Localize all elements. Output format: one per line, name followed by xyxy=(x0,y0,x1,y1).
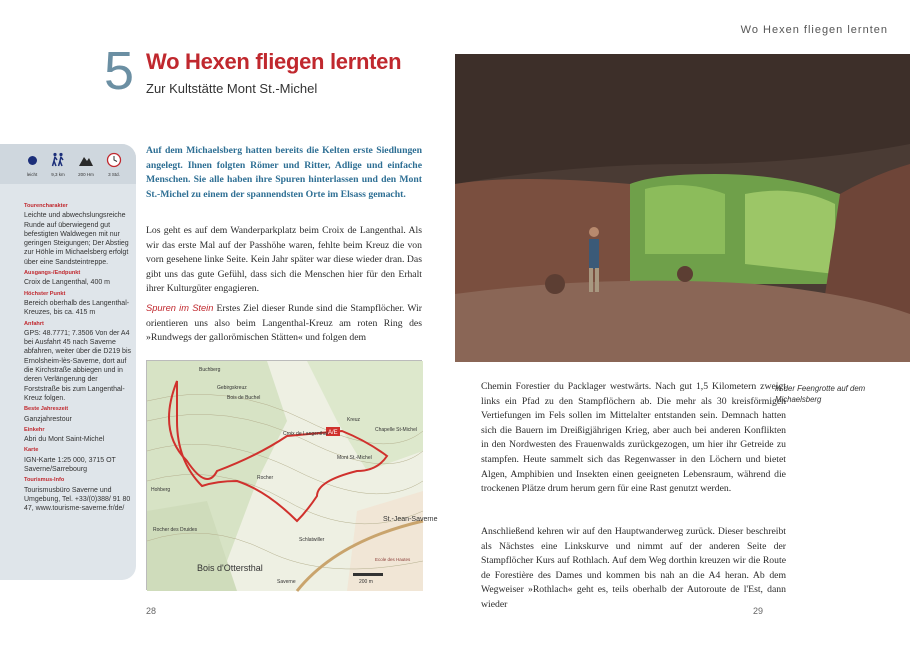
map-label: Croix de Langenthal xyxy=(283,431,328,437)
sidebar-heading: Beste Jahreszeit xyxy=(24,406,69,413)
sidebar-heading: Höchster Punkt xyxy=(24,290,66,297)
mountain-icon xyxy=(78,152,94,168)
right-page xyxy=(455,0,910,648)
map-label: Bois de Buchel xyxy=(227,395,261,401)
sidebar-text: Tourismusbüro Saverne und Umgebung, Tel. +33/(0)388/ 91 80 47, www.tourisme-saverne.fr/de/ xyxy=(24,486,131,513)
sidebar-text: Bereich oberhalb des Langenthal-Kreuzes, bis ca. 415 m xyxy=(24,299,130,317)
map-scale: 200 m xyxy=(359,579,373,585)
sidebar-text: Abri du Mont Saint-Michel xyxy=(24,436,105,444)
hikers-icon xyxy=(50,152,66,168)
sidebar-heading: Anfahrt xyxy=(24,320,44,327)
chapter-title: Wo Hexen fliegen lernten xyxy=(146,49,402,74)
body-paragraph xyxy=(146,301,422,346)
sidebar-heading: Ausgangs-/Endpunkt xyxy=(24,270,81,277)
chapter-subtitle: Zur Kultstätte Mont St.-Michel xyxy=(146,81,318,96)
body-paragraph: Chemin Forestier du Packlager westwärts. Nach gut 1,5 Kilometern zweigt links ein Pfad zu den Stampflöchern ab. Die mehr als 30 kreisförmigen Vertiefungen im Fels sollen im Mittelalter entstanden sein. Demnach hatten sich die Bauern im Dreißigjährigen Krieg, aber auch bei anderen Konflikten in den Nordwesten des Frauenwalds zurückgezogen, um hier ihr Getreide zu stampfen. Heute sammelt sich das Regenwasser in den Löchern und bietet Algen, Amphibien und Insekten einen geeigneten Lebensraum, während die trockenen Plätze drum herum gern für eine Rast genutzt werden. xyxy=(481,381,786,495)
sidebar-text: Ganzjahrestour xyxy=(24,415,72,423)
page-number-left: 28 xyxy=(146,606,157,616)
map-label: Saverne xyxy=(277,579,296,585)
elevation-label: 200 Hm xyxy=(78,172,94,177)
map-label: Mont St.-Michel xyxy=(337,455,372,461)
sidebar-heading: Tourencharakter xyxy=(24,203,68,209)
tour-stats-bar xyxy=(0,144,136,184)
page-number-right: 29 xyxy=(753,606,764,616)
chapter-number: 5 xyxy=(104,41,135,101)
map-start-marker: A/E xyxy=(328,430,338,436)
cave-photo xyxy=(455,54,910,362)
sidebar-text: IGN-Karte 1:25 000, 3715 OT Saverne/Sarrebourg xyxy=(24,456,116,474)
tour-info-body xyxy=(24,200,132,515)
duration-label: 3 Std. xyxy=(108,172,120,177)
sidebar-text: Leichte und abwechslungsreiche Runde auf überwiegend gut befestigten Waldwegen mit nur geringen Steigungen; Der Abstieg zur Höhle im Michaelsberg erfolgt über eine Sandsteintreppe. xyxy=(24,212,129,266)
sidebar-heading: Tourismus-Info xyxy=(24,477,65,484)
route-map xyxy=(146,360,438,590)
sidebar-heading: Einkehr xyxy=(24,426,45,433)
running-head: Wo Hexen fliegen lernten xyxy=(740,24,888,36)
difficulty-dot-icon xyxy=(24,152,40,168)
sidebar-text: GPS: 48.7771; 7.3506 Von der A4 bei Ausfahrt 45 nach Saverne abfahren, weiter über die D219 bis Ernolsheim-lès-Saverne, dort auf die Kirchstraße abbiegen und in deren Verlängerung der Forststraße bis zum Langenthal-Kreuz folgen. xyxy=(24,329,132,402)
sidebar-heading: Karte xyxy=(24,447,39,454)
intro-paragraph: Auf dem Michaelsberg hatten bereits die Kelten erste Siedlungen angelegt. Ihnen folgten Römer und Ritter, Adlige und einfache Menschen. Sie alle haben ihre Spuren hinterlassen und den Mont St.-Michel zu einem der spannendsten Orte im Elsass gemacht. xyxy=(146,145,422,200)
map-label: Ecole des Hautes xyxy=(375,557,411,562)
map-label: Gebirgskreuz xyxy=(217,385,247,391)
map-label: Kreuz xyxy=(347,417,361,423)
map-label: Buchberg xyxy=(199,367,221,373)
map-label: Hohberg xyxy=(151,487,171,493)
map-label: Bois d'Ottersthal xyxy=(197,563,263,573)
distance-label: 9,3 km xyxy=(51,172,65,177)
inline-subheading: Spuren im Stein xyxy=(146,303,214,313)
map-label: Chapelle St-Michel xyxy=(375,427,417,433)
body-paragraph: Los geht es auf dem Wanderparkplatz beim Croix de Langenthal. Als wir das erste Mal auf der Passhöhe waren, fehlte beim Kreuz die von vorn gesehene linke Seite. Kein Jahr später war diese wieder dran. Das gibt uns das gute Gefühl, dass sich die Menschen hier für den Erhalt ihrer Kulturgüter engagieren. xyxy=(146,225,422,295)
tour-info-sidebar xyxy=(0,144,136,580)
photo-caption: In der Feengrotte auf dem Michaelsberg xyxy=(775,384,866,404)
map-label: St.-Jean-Saverne xyxy=(383,516,438,523)
map-label: Schlatwiller xyxy=(299,537,325,543)
clock-icon xyxy=(106,152,122,168)
map-label: Rocher xyxy=(257,475,274,481)
body-text: Erstes Ziel dieser Runde sind die Stampflöcher. Wir orientieren uns also beim Langenthal-Kreuz am roten Ring des »Rundwegs der gallorömischen Stätten« und folgen dem xyxy=(146,303,422,344)
difficulty-label: leicht xyxy=(26,172,38,177)
map-label: Rocher des Druides xyxy=(153,527,198,533)
sidebar-text: Croix de Langenthal, 400 m xyxy=(24,279,110,287)
body-paragraph: Anschließend kehren wir auf den Hauptwanderweg zurück. Dieser beschreibt als Nächstes eine Linkskurve und nimmt auf der anderen Seite der Stampflöcher Kurs auf Rothlach. Auf dem Weg dorthin kreuzen wir die Route de Forestière des Dames und kommen bis nah an die A4 heran. Ab dem Wegweiser »Rothlach« geht es, teils oberhalb der Autoroute de l'Est, dann wieder xyxy=(481,526,786,610)
